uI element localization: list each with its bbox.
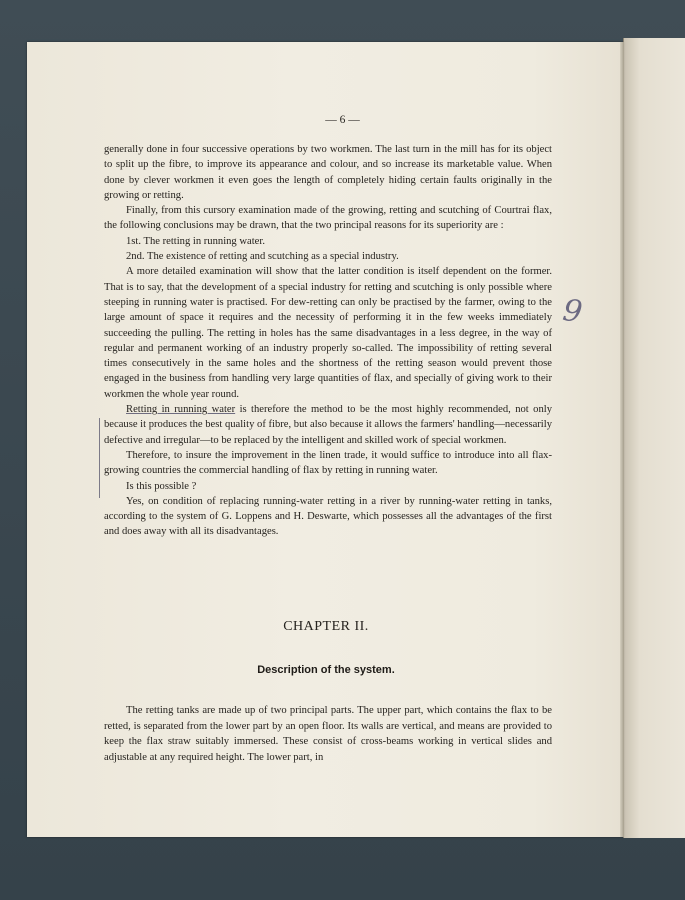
body-text-chapter-2 xyxy=(104,703,552,765)
list-item: 1st. The retting in running water. xyxy=(126,235,265,247)
paragraph: A more detailed examination will show that the latter condition is itself dependent on the former. That is to say, that the development of a special industry for retting and scutching is only possible where steeping in running water is practised. For dew-retting can only be practised by the farmer, owing to the large amount of space it requires and the necessity of performing it in the few weeks immediately succeeding the pulling. The retting in holes has the same disadvantages in a less degree, in the way of regular and permanent working of an industry properly so-called. The impossibility of retting several times consecutively in the same holes and the shortness of the retting season would prevent those engaged in the business from handling very large quantities of flax, and specially of giving work to their workmen the whole year round. xyxy=(104,266,552,400)
body-text-chapter-1 xyxy=(104,142,552,540)
paragraph-continuation: is therefore the method to be the most highly recommended, not only because it produces the best quality of fibre, but also because it allows the farmers' handling—necessarily defective and irregular—to be replaced by the intelligent and skilled work of special workmen. xyxy=(104,404,552,446)
page-number: — 6 — xyxy=(325,114,360,126)
paragraph: Therefore, to insure the improvement in the linen trade, it would suffice to introduce into all flax-growing countries the commercial handling of flax by retting in running water. xyxy=(104,449,552,477)
handwritten-note: 9 xyxy=(560,292,585,331)
underlined-phrase: Retting in running water xyxy=(126,404,236,416)
section-title: Description of the system. xyxy=(257,664,395,676)
chapter-title: CHAPTER II. xyxy=(283,619,369,634)
margin-pencil-line xyxy=(99,418,100,498)
paragraph: Yes, on condition of replacing running-water retting in a river by running-water retting in tanks, according to the system of G. Loppens and H. Deswarte, which possesses all the advantages of the first and does away with all its disadvantages. xyxy=(104,495,552,538)
paragraph: Finally, from this cursory examination made of the growing, retting and scutching of Courtrai flax, the following conclusions may be drawn, that the two principal reasons for its superiority are : xyxy=(104,205,552,232)
paragraph: The retting tanks are made up of two principal parts. The upper part, which contains the flax to be retted, is separated from the lower part by an open floor. Its walls are vertical, and means are provided to keep the flax straw suitably immersed. These consist of cross-beams working in vertical slides and adjustable at any required height. The lower part, in xyxy=(104,705,552,763)
page-fold xyxy=(620,42,624,837)
list-item: 2nd. The existence of retting and scutching as a special industry. xyxy=(126,251,399,263)
adjacent-page-edge xyxy=(623,38,685,838)
paragraph: Is this possible ? xyxy=(126,480,197,492)
paragraph: generally done in four successive operations by two workmen. The last turn in the mill has for its object to split up the fibre, to improve its appearance and colour, and so increase its marketable value. When done by clever workmen it even goes the length of completely hiding certain faults originally in the growing or retting. xyxy=(104,144,552,201)
paragraph xyxy=(104,402,552,448)
